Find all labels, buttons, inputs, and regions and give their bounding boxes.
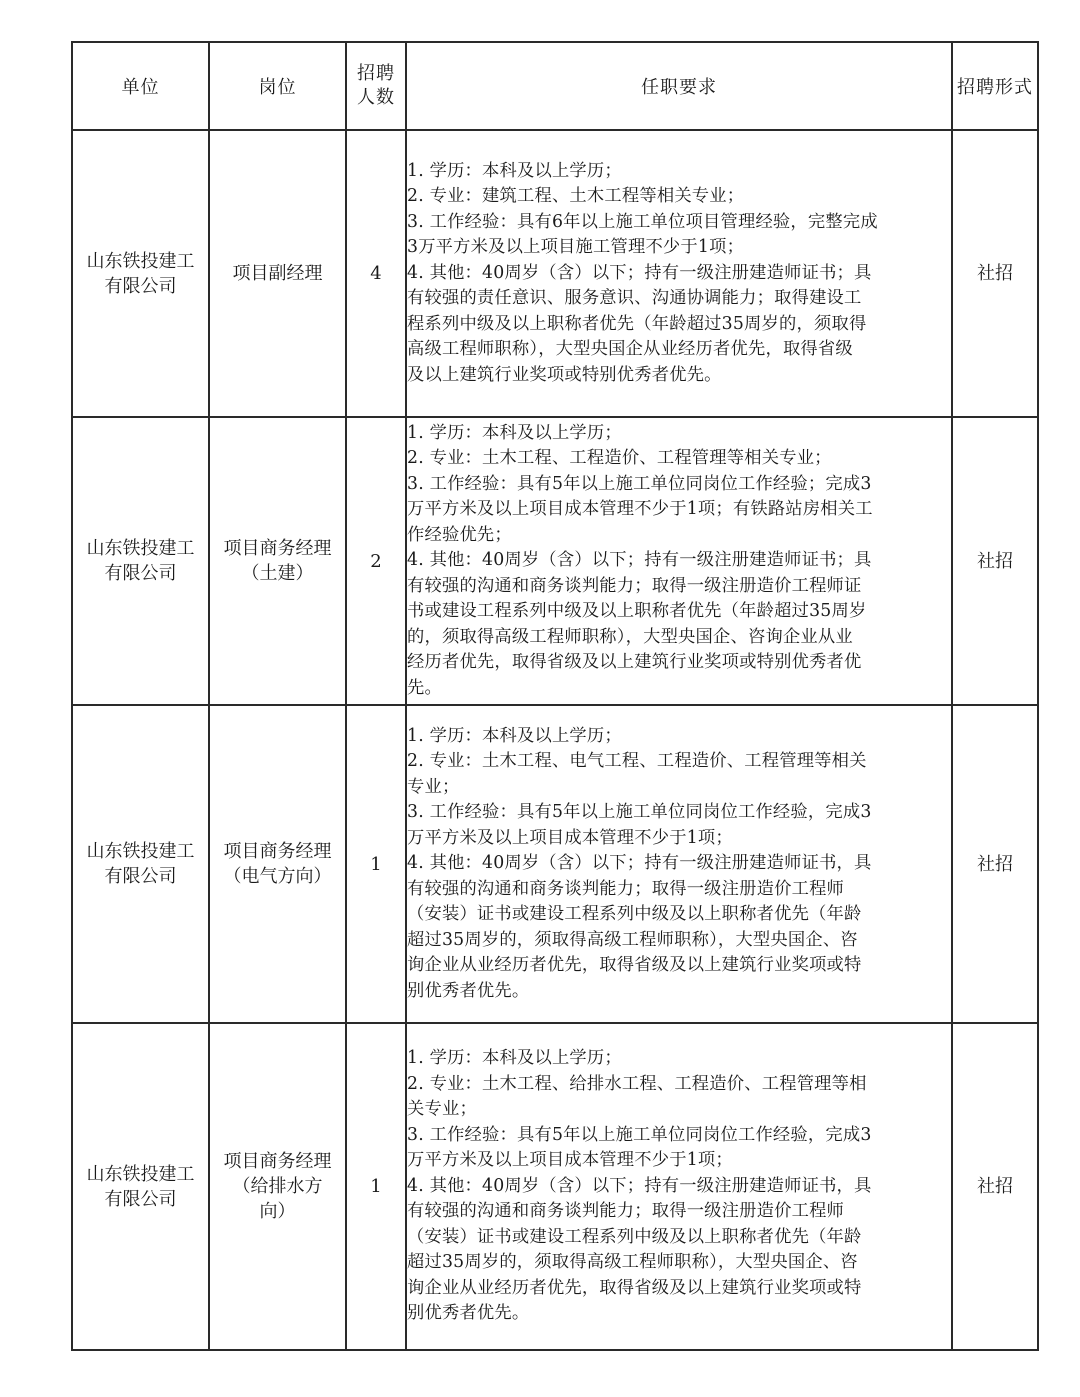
unit-line: 有限公司 xyxy=(104,1188,177,1210)
requirement-line: 询企业从业经历者优先，取得省级及以上建筑行业奖项或特 xyxy=(407,1277,862,1298)
requirement-line: 专业； xyxy=(407,776,460,797)
form-cell: 社招 xyxy=(952,705,1038,1023)
requirement-line: 别优秀者优先。 xyxy=(407,980,530,1001)
requirement-line: 有较强的沟通和商务谈判能力；取得一级注册造价工程师 xyxy=(407,878,845,899)
unit-line: 有限公司 xyxy=(104,275,177,297)
unit-cell xyxy=(72,705,209,1023)
count-cell: 1 xyxy=(346,1023,406,1350)
requirement-line: 4. 其他：40周岁（含）以下；持有一级注册建造师证书，具 xyxy=(407,1175,872,1196)
requirement-line: 询企业从业经历者优先，取得省级及以上建筑行业奖项或特 xyxy=(407,955,862,976)
position-line: （给排水方 xyxy=(232,1176,323,1197)
requirement-line: 书或建设工程系列中级及以上职称者优先（年龄超过35周岁 xyxy=(407,601,867,622)
position-line: 项目商务经理 xyxy=(223,1151,332,1172)
requirement-line: 经历者优先，取得省级及以上建筑行业奖项或特别优秀者优 xyxy=(407,652,862,673)
header-form: 招聘形式 xyxy=(952,42,1038,130)
table-row xyxy=(72,130,1038,417)
requirement-line: 及以上建筑行业奖项或特别优秀者优先。 xyxy=(407,364,722,385)
form-cell: 社招 xyxy=(952,130,1038,417)
requirements-cell xyxy=(406,1023,952,1350)
requirement-line: 1. 学历：本科及以上学历； xyxy=(407,1048,622,1069)
table-row xyxy=(72,417,1038,705)
requirement-line: 1. 学历：本科及以上学历； xyxy=(407,725,622,746)
unit-cell xyxy=(72,1023,209,1350)
position-line: （土建） xyxy=(241,563,314,584)
requirement-line: 超过35周岁的，须取得高级工程师职称），大型央国企、咨 xyxy=(407,929,858,950)
position-line: 项目商务经理 xyxy=(223,538,332,559)
unit-line: 山东铁投建工 xyxy=(86,250,195,272)
requirement-line: 超过35周岁的，须取得高级工程师职称），大型央国企、咨 xyxy=(407,1252,858,1273)
requirement-line: 高级工程师职称），大型央国企从业经历者优先，取得省级 xyxy=(407,339,853,360)
position-cell xyxy=(209,417,346,705)
requirement-line: 3. 工作经验：具有5年以上施工单位同岗位工作经验；完成3 xyxy=(407,473,872,494)
requirement-line: 作经验优先； xyxy=(407,524,512,545)
requirement-line: 3. 工作经验：具有6年以上施工单位项目管理经验，完整完成 xyxy=(407,211,878,232)
unit-line: 山东铁投建工 xyxy=(86,841,195,862)
requirement-line: 有较强的责任意识、服务意识、沟通协调能力；取得建设工 xyxy=(407,288,862,309)
header-unit: 单位 xyxy=(72,42,209,130)
requirement-line: 关专业； xyxy=(407,1099,477,1120)
requirement-line: 1. 学历：本科及以上学历； xyxy=(407,160,622,181)
count-cell: 2 xyxy=(346,417,406,705)
recruitment-table xyxy=(71,41,1039,1351)
unit-line: 有限公司 xyxy=(104,866,177,887)
requirement-line: 别优秀者优先。 xyxy=(407,1303,530,1324)
table-row xyxy=(72,1023,1038,1350)
unit-line: 山东铁投建工 xyxy=(86,1163,195,1185)
count-cell: 4 xyxy=(346,130,406,417)
position-line: 项目副经理 xyxy=(232,263,323,284)
position-cell xyxy=(209,705,346,1023)
position-cell xyxy=(209,1023,346,1350)
requirement-line: 2. 专业：土木工程、工程造价、工程管理等相关专业； xyxy=(407,448,832,469)
requirement-line: 有较强的沟通和商务谈判能力；取得一级注册造价工程师 xyxy=(407,1201,845,1222)
requirements-cell xyxy=(406,417,952,705)
requirement-line: 程系列中级及以上职称者优先（年龄超过35周岁的，须取得 xyxy=(407,313,867,334)
requirement-line: 先。 xyxy=(407,677,442,698)
requirement-line: 1. 学历：本科及以上学历； xyxy=(407,422,622,443)
requirement-line: 万平方米及以上项目成本管理不少于1项； xyxy=(407,827,733,848)
requirement-line: 2. 专业：土木工程、给排水工程、工程造价、工程管理等相 xyxy=(407,1073,867,1094)
requirement-line: （安装）证书或建设工程系列中级及以上职称者优先（年龄 xyxy=(407,904,862,925)
requirement-line: 2. 专业：建筑工程、土木工程等相关专业； xyxy=(407,186,745,207)
unit-line: 山东铁投建工 xyxy=(86,538,195,559)
requirement-line: 有较强的沟通和商务谈判能力；取得一级注册造价工程师证 xyxy=(407,575,862,596)
requirement-line: 4. 其他：40周岁（含）以下；持有一级注册建造师证书；具 xyxy=(407,262,872,283)
recruitment-sheet xyxy=(71,41,1037,1351)
form-cell: 社招 xyxy=(952,1023,1038,1350)
position-line: 项目商务经理 xyxy=(223,841,332,862)
requirement-line: 2. 专业：土木工程、电气工程、工程造价、工程管理等相关 xyxy=(407,751,867,772)
requirement-line: 4. 其他：40周岁（含）以下；持有一级注册建造师证书，具 xyxy=(407,853,872,874)
header-requirements: 任职要求 xyxy=(406,42,952,130)
table-header-row xyxy=(72,42,1038,130)
header-count-line2: 人数 xyxy=(357,87,395,108)
requirement-line: 3. 工作经验：具有5年以上施工单位同岗位工作经验，完成3 xyxy=(407,802,872,823)
unit-line: 有限公司 xyxy=(104,563,177,584)
requirements-cell xyxy=(406,130,952,417)
requirement-line: 万平方米及以上项目成本管理不少于1项；有铁路站房相关工 xyxy=(407,499,873,520)
unit-cell xyxy=(72,130,209,417)
requirement-line: 4. 其他：40周岁（含）以下；持有一级注册建造师证书；具 xyxy=(407,550,872,571)
requirement-line: 3万平方米及以上项目施工管理不少于1项； xyxy=(407,237,745,258)
header-position: 岗位 xyxy=(209,42,346,130)
requirement-line: 的，须取得高级工程师职称），大型央国企、咨询企业从业 xyxy=(407,626,853,647)
header-count-line1: 招聘 xyxy=(357,63,395,84)
position-line: （电气方向） xyxy=(223,866,332,887)
count-cell: 1 xyxy=(346,705,406,1023)
unit-cell xyxy=(72,417,209,705)
position-line: 向） xyxy=(259,1201,296,1222)
requirement-line: 3. 工作经验：具有5年以上施工单位同岗位工作经验，完成3 xyxy=(407,1124,872,1145)
requirements-cell xyxy=(406,705,952,1023)
requirement-line: （安装）证书或建设工程系列中级及以上职称者优先（年龄 xyxy=(407,1226,862,1247)
requirement-line: 万平方米及以上项目成本管理不少于1项； xyxy=(407,1150,733,1171)
position-cell xyxy=(209,130,346,417)
form-cell: 社招 xyxy=(952,417,1038,705)
table-row xyxy=(72,705,1038,1023)
header-count xyxy=(346,42,406,130)
